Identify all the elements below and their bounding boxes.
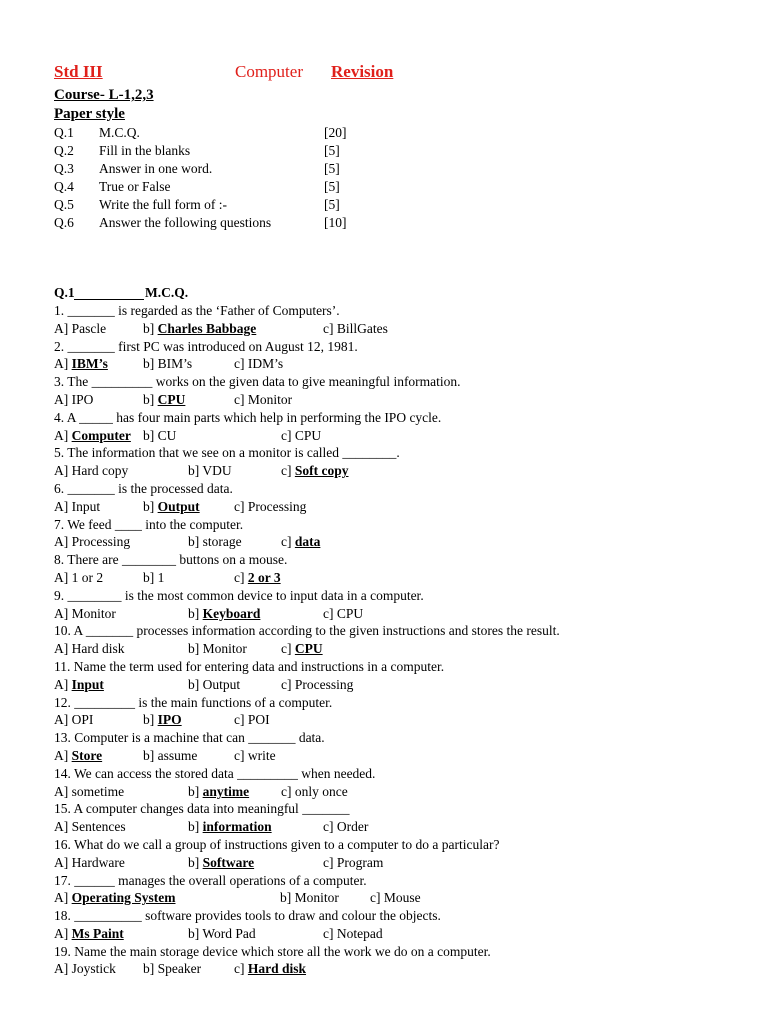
option-label: b] storage bbox=[188, 534, 242, 550]
options-row bbox=[54, 676, 734, 694]
question-text: 6. _______ is the processed data. bbox=[54, 480, 233, 496]
question-text: 4. A _____ has four main parts which help in performing the IPO cycle. bbox=[54, 409, 442, 425]
question-text: 9. ________ is the most common device to input data in a computer. bbox=[54, 587, 424, 603]
option-label: c] CPU bbox=[323, 605, 364, 621]
option-label: b] Monitor bbox=[188, 641, 247, 657]
question-number: Q.6 bbox=[54, 215, 74, 230]
correct-answer: Software bbox=[202, 854, 255, 870]
option-label: c] CPU bbox=[281, 427, 322, 443]
correct-answer: Hard disk bbox=[247, 961, 307, 977]
option-label: A] bbox=[54, 925, 72, 941]
question-type: Write the full form of :- bbox=[99, 197, 228, 212]
options-row bbox=[54, 925, 734, 943]
option-a bbox=[54, 498, 100, 516]
option-label: b] bbox=[188, 854, 203, 870]
option-a bbox=[54, 391, 93, 409]
paper-style-row bbox=[54, 142, 734, 160]
option-b bbox=[188, 462, 232, 480]
question-text: 19. Name the main storage device which store all the work we do on a computer. bbox=[54, 943, 491, 959]
revision-sheet bbox=[54, 62, 734, 978]
option-a bbox=[54, 427, 131, 445]
option-label: A] Hard disk bbox=[54, 641, 125, 657]
option-label: b] Word Pad bbox=[188, 925, 256, 941]
question-text: 11. Name the term used for entering data and instructions in a computer. bbox=[54, 658, 445, 674]
correct-answer: CPU bbox=[157, 391, 186, 407]
option-label: c] BillGates bbox=[323, 320, 388, 336]
revision-label: Revision bbox=[331, 62, 394, 81]
option-label: b] Speaker bbox=[143, 961, 202, 977]
option-label: A] Input bbox=[54, 498, 101, 514]
option-label: A] IPO bbox=[54, 391, 94, 407]
correct-answer: Soft copy bbox=[294, 463, 349, 479]
options-row bbox=[54, 355, 734, 373]
option-label: c] bbox=[281, 534, 295, 550]
options-row bbox=[54, 747, 734, 765]
option-a bbox=[54, 355, 108, 373]
option-label: A] Hard copy bbox=[54, 463, 129, 479]
subject-label: Computer bbox=[235, 62, 303, 81]
option-c bbox=[323, 925, 383, 943]
question-number: Q.2 bbox=[54, 143, 74, 158]
option-a bbox=[54, 818, 126, 836]
sheet-title bbox=[54, 62, 734, 86]
option-label: c] bbox=[281, 641, 295, 657]
correct-answer: Output bbox=[157, 498, 200, 514]
options-row bbox=[54, 711, 734, 729]
option-a bbox=[54, 854, 125, 872]
option-c bbox=[370, 889, 421, 907]
option-b bbox=[188, 925, 256, 943]
option-label: b] Output bbox=[188, 676, 241, 692]
heading-underline-gap bbox=[74, 284, 144, 300]
options-row bbox=[54, 640, 734, 658]
option-c bbox=[323, 605, 363, 623]
option-label: A] Sentences bbox=[54, 819, 126, 835]
question-marks: [5] bbox=[324, 161, 340, 176]
option-label: c] Monitor bbox=[234, 391, 293, 407]
option-c bbox=[234, 391, 292, 409]
options-row bbox=[54, 498, 734, 516]
option-b bbox=[143, 427, 176, 445]
correct-answer: Charles Babbage bbox=[157, 320, 257, 336]
question-text: 18. __________ software provides tools to draw and colour the objects. bbox=[54, 908, 441, 924]
correct-answer: Store bbox=[71, 747, 103, 763]
option-a bbox=[54, 925, 124, 943]
options-row bbox=[54, 854, 734, 872]
question-marks: [10] bbox=[324, 215, 347, 230]
option-label: A] bbox=[54, 676, 72, 692]
question-text: 2. _______ first PC was introduced on August 12, 1981. bbox=[54, 338, 358, 354]
correct-answer: Computer bbox=[71, 427, 131, 443]
option-a bbox=[54, 640, 125, 658]
option-b bbox=[188, 676, 240, 694]
paper-style-row bbox=[54, 124, 734, 142]
question-type: M.C.Q. bbox=[99, 125, 140, 140]
option-b bbox=[280, 889, 339, 907]
option-label: b] Monitor bbox=[280, 890, 339, 906]
correct-answer: CPU bbox=[294, 641, 323, 657]
option-b bbox=[188, 854, 254, 872]
correct-answer: information bbox=[202, 819, 272, 835]
question-number: Q.1 bbox=[54, 125, 74, 140]
option-label: b] CU bbox=[143, 427, 177, 443]
option-label: A] OPI bbox=[54, 712, 94, 728]
option-label: b] bbox=[143, 712, 158, 728]
option-b bbox=[143, 711, 182, 729]
question-marks: [20] bbox=[324, 125, 347, 140]
option-label: A] bbox=[54, 356, 72, 372]
paper-style-row bbox=[54, 178, 734, 196]
question-text: 16. What do we call a group of instructions given to a computer to do a particular? bbox=[54, 836, 500, 852]
option-c bbox=[281, 783, 348, 801]
option-c bbox=[234, 498, 306, 516]
option-a bbox=[54, 711, 93, 729]
option-c bbox=[281, 640, 323, 658]
option-label: b] bbox=[188, 819, 203, 835]
options-row bbox=[54, 462, 734, 480]
option-label: A] bbox=[54, 427, 72, 443]
correct-answer: anytime bbox=[202, 783, 250, 799]
option-label: b] bbox=[143, 391, 158, 407]
option-c bbox=[234, 355, 283, 373]
option-label: c] Program bbox=[323, 854, 384, 870]
question-text: 12. _________ is the main functions of a computer. bbox=[54, 694, 333, 710]
options-row bbox=[54, 889, 734, 907]
option-c bbox=[281, 462, 349, 480]
option-label: A] bbox=[54, 890, 72, 906]
paper-style-heading: Paper style bbox=[54, 106, 125, 122]
paper-style-row bbox=[54, 160, 734, 178]
question-number: Q.3 bbox=[54, 161, 74, 176]
option-label: c] Notepad bbox=[323, 925, 383, 941]
option-label: b] 1 bbox=[143, 569, 165, 585]
option-label: c] write bbox=[234, 747, 276, 763]
option-b bbox=[188, 605, 260, 623]
mcq-section-heading bbox=[54, 284, 734, 302]
option-a bbox=[54, 533, 130, 551]
option-b bbox=[143, 960, 201, 978]
question-marks: [5] bbox=[324, 143, 340, 158]
question-text: 1. _______ is regarded as the ‘Father of Computers’. bbox=[54, 303, 340, 318]
option-label: c] bbox=[234, 569, 248, 585]
question-text: 17. ______ manages the overall operations of a computer. bbox=[54, 872, 367, 888]
options-row bbox=[54, 960, 734, 978]
question-text: 5. The information that we see on a monitor is called ________. bbox=[54, 445, 400, 461]
option-a bbox=[54, 605, 116, 623]
option-c bbox=[323, 320, 388, 338]
option-b bbox=[188, 783, 249, 801]
mcq-list bbox=[54, 302, 734, 978]
correct-answer: Keyboard bbox=[202, 605, 261, 621]
question-marks: [5] bbox=[324, 179, 340, 194]
option-label: A] Joystick bbox=[54, 961, 116, 977]
option-label: b] bbox=[143, 498, 158, 514]
option-label: c] Mouse bbox=[370, 890, 421, 906]
correct-answer: Input bbox=[71, 676, 104, 692]
question-type: Answer in one word. bbox=[99, 161, 213, 176]
option-c bbox=[234, 711, 270, 729]
correct-answer: IPO bbox=[157, 712, 182, 728]
question-type: Fill in the blanks bbox=[99, 143, 191, 158]
option-b bbox=[143, 320, 256, 338]
question-marks: [5] bbox=[324, 197, 340, 212]
option-label: c] IDM’s bbox=[234, 356, 284, 372]
option-c bbox=[234, 960, 306, 978]
option-label: A] Monitor bbox=[54, 605, 116, 621]
question-type: Answer the following questions bbox=[99, 215, 272, 230]
option-label: b] BIM’s bbox=[143, 356, 193, 372]
question-text: 3. The _________ works on the given data to give meaningful information. bbox=[54, 374, 461, 390]
option-label: b] assume bbox=[143, 747, 198, 763]
option-label: c] Order bbox=[323, 819, 369, 835]
option-label: c] POI bbox=[234, 712, 270, 728]
option-label: b] VDU bbox=[188, 463, 232, 479]
question-text: 14. We can access the stored data _________ when needed. bbox=[54, 765, 376, 781]
option-label: b] bbox=[188, 605, 203, 621]
mcq-label: M.C.Q. bbox=[145, 285, 189, 300]
options-row bbox=[54, 320, 734, 338]
option-b bbox=[143, 498, 200, 516]
options-row bbox=[54, 533, 734, 551]
question-text: 15. A computer changes data into meaningful _______ bbox=[54, 801, 350, 817]
option-c bbox=[234, 747, 276, 765]
paper-style-row bbox=[54, 214, 734, 232]
options-row bbox=[54, 818, 734, 836]
option-label: A] bbox=[54, 747, 72, 763]
option-a bbox=[54, 747, 102, 765]
option-c bbox=[281, 427, 321, 445]
question-text: 10. A _______ processes information according to the given instructions and stores the result. bbox=[54, 623, 560, 639]
paper-style-list bbox=[54, 124, 734, 232]
option-label: c] only once bbox=[281, 783, 348, 799]
question-text: 13. Computer is a machine that can _______ data. bbox=[54, 730, 325, 746]
options-row bbox=[54, 605, 734, 623]
option-a bbox=[54, 569, 103, 587]
option-c bbox=[234, 569, 281, 587]
option-label: A] Hardware bbox=[54, 854, 125, 870]
options-row bbox=[54, 569, 734, 587]
option-label: A] sometime bbox=[54, 783, 125, 799]
option-a bbox=[54, 783, 124, 801]
option-label: c] bbox=[281, 463, 295, 479]
option-a bbox=[54, 320, 106, 338]
option-a bbox=[54, 889, 176, 907]
option-c bbox=[323, 854, 383, 872]
mcq-question-number: Q.1 bbox=[54, 285, 75, 300]
correct-answer: Operating System bbox=[71, 890, 176, 906]
option-label: c] bbox=[234, 961, 248, 977]
option-label: A] 1 or 2 bbox=[54, 569, 104, 585]
option-b bbox=[188, 818, 272, 836]
question-number: Q.4 bbox=[54, 179, 74, 194]
question-text: 7. We feed ____ into the computer. bbox=[54, 516, 244, 532]
paper-style-row bbox=[54, 196, 734, 214]
option-b bbox=[188, 640, 247, 658]
option-label: c] Processing bbox=[234, 498, 307, 514]
correct-answer: IBM’s bbox=[71, 356, 108, 372]
option-label: b] bbox=[143, 320, 158, 336]
std-label: Std III bbox=[54, 62, 103, 81]
option-label: A] Pascle bbox=[54, 320, 107, 336]
question-text: 8. There are ________ buttons on a mouse. bbox=[54, 552, 288, 568]
option-b bbox=[188, 533, 242, 551]
options-row bbox=[54, 391, 734, 409]
course-heading: Course- L-1,2,3 bbox=[54, 87, 154, 103]
option-b bbox=[143, 747, 197, 765]
correct-answer: Ms Paint bbox=[71, 925, 124, 941]
option-a bbox=[54, 676, 104, 694]
correct-answer: data bbox=[294, 534, 321, 550]
question-number: Q.5 bbox=[54, 197, 74, 212]
option-c bbox=[281, 676, 353, 694]
option-b bbox=[143, 355, 192, 373]
option-a bbox=[54, 960, 116, 978]
options-row bbox=[54, 427, 734, 445]
option-label: c] Processing bbox=[281, 676, 354, 692]
option-c bbox=[323, 818, 368, 836]
option-b bbox=[143, 569, 164, 587]
options-row bbox=[54, 783, 734, 801]
option-c bbox=[281, 533, 320, 551]
option-a bbox=[54, 462, 128, 480]
question-type: True or False bbox=[99, 179, 171, 194]
option-label: b] bbox=[188, 783, 203, 799]
correct-answer: 2 or 3 bbox=[247, 569, 281, 585]
option-b bbox=[143, 391, 185, 409]
option-label: A] Processing bbox=[54, 534, 131, 550]
